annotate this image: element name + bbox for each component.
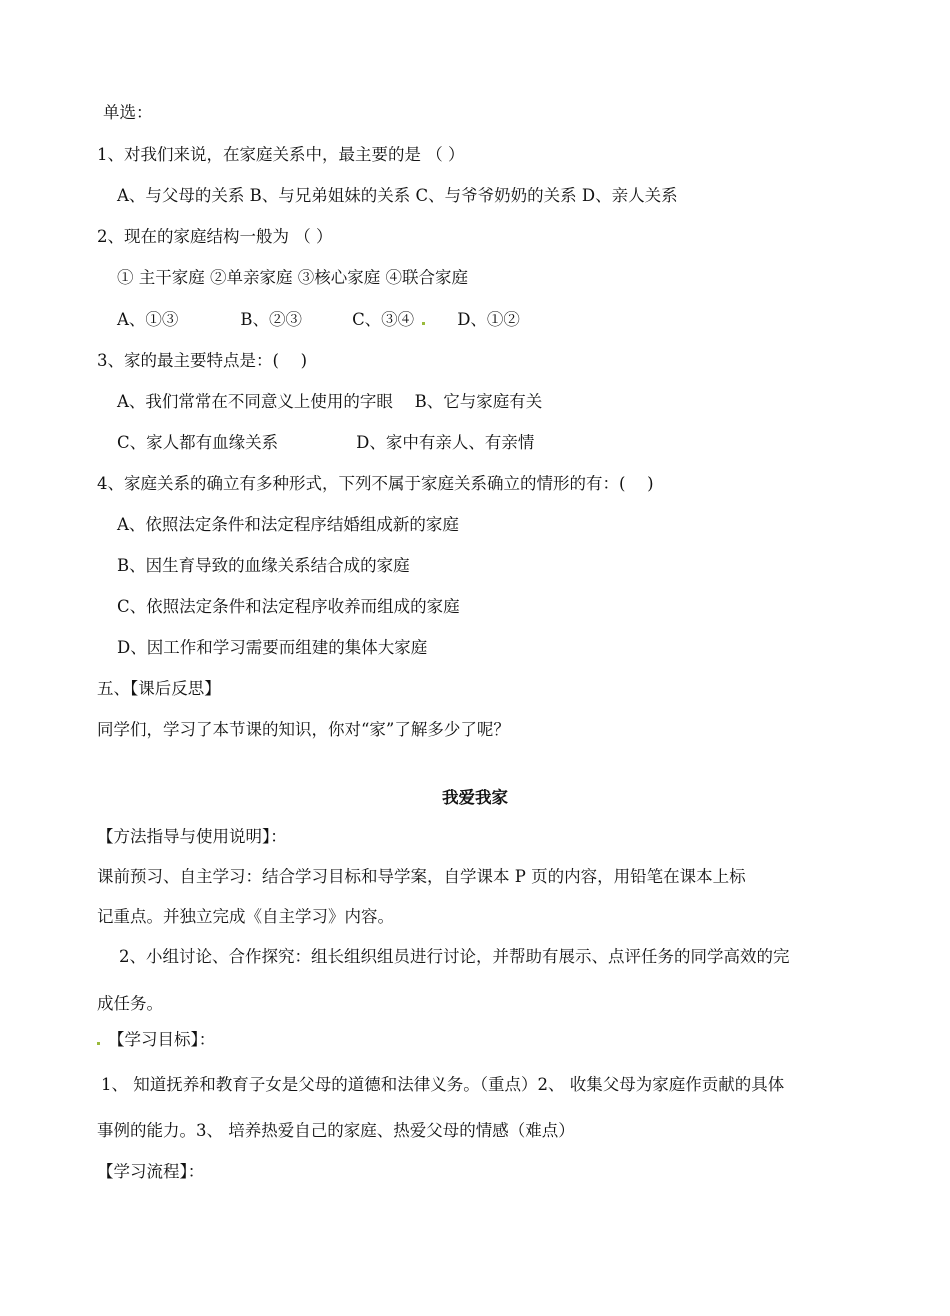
question-2-option-b: B、②③ bbox=[240, 310, 303, 329]
question-4-option-a: A、依照法定条件和法定程序结婚组成新的家庭 bbox=[117, 515, 459, 534]
question-2-option-c: C、③④ bbox=[352, 310, 415, 329]
goals-line-2: 事例的能力。3、 培养热爱自己的家庭、热爱父母的情感（难点） bbox=[97, 1121, 575, 1140]
question-2-option-d: D、①② bbox=[457, 310, 520, 329]
reflection-heading: 五、【课后反思】 bbox=[97, 679, 221, 698]
question-1-options: A、与父母的关系 B、与兄弟姐妹的关系 C、与爷爷奶奶的关系 D、亲人关系 bbox=[117, 186, 678, 205]
question-3-options-ab: A、我们常常在不同意义上使用的字眼 B、它与家庭有关 bbox=[117, 392, 543, 411]
question-4-option-b: B、因生育导致的血缘关系结合成的家庭 bbox=[117, 556, 410, 575]
stray-mark bbox=[422, 322, 425, 325]
goals-heading-line bbox=[97, 1029, 215, 1051]
stray-mark bbox=[97, 1042, 100, 1045]
reflection-text: 同学们，学习了本节课的知识，你对“家”了解多少了呢？ bbox=[97, 720, 510, 739]
question-3-options-cd bbox=[117, 432, 534, 454]
question-4-option-c: C、依照法定条件和法定程序收养而组成的家庭 bbox=[117, 597, 460, 616]
question-1-stem: 1、对我们来说，在家庭关系中，最主要的是 （ ） bbox=[97, 145, 465, 164]
method-step-1-line-1: 课前预习、自主学习：结合学习目标和导学案，自学课本 P 页的内容，用铅笔在课本上标 bbox=[97, 867, 746, 886]
lesson-title: 我爱我家 bbox=[442, 788, 508, 807]
question-2-option-a: A、①③ bbox=[117, 310, 179, 329]
question-3-option-d: D、家中有亲人、有亲情 bbox=[356, 433, 535, 452]
question-3-stem: 3、家的最主要特点是：( ) bbox=[97, 351, 308, 370]
method-step-1-line-2: 记重点。并独立完成《自主学习》内容。 bbox=[97, 907, 394, 926]
method-heading: 【方法指导与使用说明】： bbox=[97, 827, 287, 846]
question-4-option-d: D、因工作和学习需要而组建的集体大家庭 bbox=[117, 638, 428, 657]
question-2-items: ① 主干家庭 ②单亲家庭 ③核心家庭 ④联合家庭 bbox=[117, 268, 468, 287]
question-2-stem: 2、现在的家庭结构一般为 （ ） bbox=[97, 227, 333, 246]
process-heading: 【学习流程】： bbox=[97, 1162, 205, 1181]
section-heading-single-choice: 单选： bbox=[103, 103, 153, 122]
question-2-options bbox=[117, 309, 520, 331]
method-step-2-line-1: 2、小组讨论、合作探究：组长组织组员进行讨论，并帮助有展示、点评任务的同学高效的完 bbox=[119, 947, 790, 966]
goals-heading: 【学习目标】： bbox=[108, 1030, 216, 1049]
goals-line-1: 1、 知道抚养和教育子女是父母的道德和法律义务。（重点）2、 收集父母为家庭作贡献的具体 bbox=[101, 1075, 785, 1094]
question-3-option-c: C、家人都有血缘关系 bbox=[117, 433, 279, 452]
method-step-2-line-2: 成任务。 bbox=[97, 994, 163, 1013]
question-4-stem: 4、家庭关系的确立有多种形式，下列不属于家庭关系确立的情形的有：( ) bbox=[97, 474, 654, 493]
